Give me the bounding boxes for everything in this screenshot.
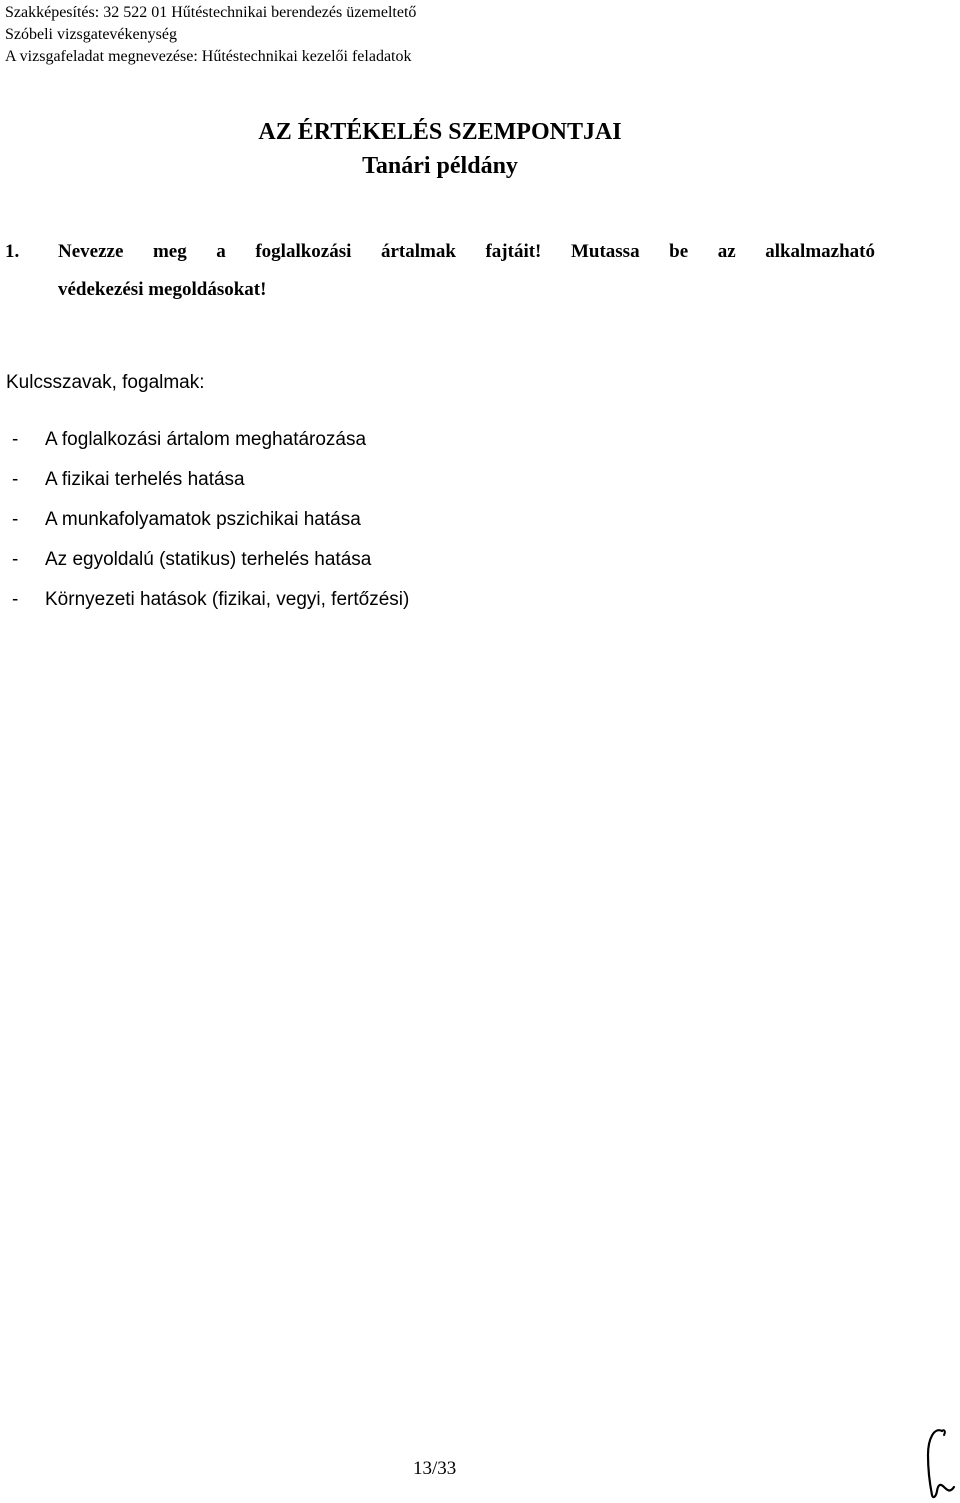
keywords-heading: Kulcsszavak, fogalmak: — [6, 372, 205, 393]
list-item-text: A foglalkozási ártalom meghatározása — [45, 429, 367, 450]
question-line-2: védekezési megoldásokat! — [58, 279, 267, 300]
question-word: alkalmazható — [765, 241, 875, 262]
question-word: Mutassa — [570, 241, 640, 262]
question-word: az — [717, 241, 736, 262]
list-dash: - — [12, 509, 19, 530]
title-block — [0, 115, 880, 183]
list-dash: - — [12, 469, 19, 490]
question-word: ártalmak — [380, 241, 456, 262]
question-word: meg — [152, 241, 187, 262]
list-dash: - — [12, 589, 19, 610]
question-word: foglalkozási — [255, 241, 352, 262]
question-line-1 — [58, 233, 875, 271]
page-number: 13/33 — [413, 1458, 457, 1479]
header-qualification: Szakképesítés: 32 522 01 Hűtéstechnikai berendezés üzemeltető — [5, 4, 417, 21]
header-exam-activity: Szóbeli vizsgatevékenység — [5, 26, 177, 43]
signature-mark — [920, 1425, 956, 1500]
question-word: be — [669, 241, 689, 262]
list-item-text: Az egyoldalú (statikus) terhelés hatása — [45, 549, 372, 570]
list-item-text: A fizikai terhelés hatása — [45, 469, 245, 490]
document-header — [5, 2, 416, 68]
list-item-text: Környezeti hatások (fizikai, vegyi, fertőzési) — [45, 589, 410, 610]
question-number: 1. — [5, 241, 20, 262]
list-dash: - — [12, 429, 19, 450]
list-dash: - — [12, 549, 19, 570]
question-word: fajtáit! — [485, 241, 542, 262]
question-word: a — [216, 241, 226, 262]
header-task-name: A vizsgafeladat megnevezése: Hűtéstechnikai kezelői feladatok — [5, 48, 412, 65]
list-item-text: A munkafolyamatok pszichikai hatása — [45, 509, 361, 530]
page-title: AZ ÉRTÉKELÉS SZEMPONTJAI — [258, 119, 622, 145]
question-word: Nevezze — [58, 241, 124, 262]
page-subtitle: Tanári példány — [362, 153, 518, 179]
